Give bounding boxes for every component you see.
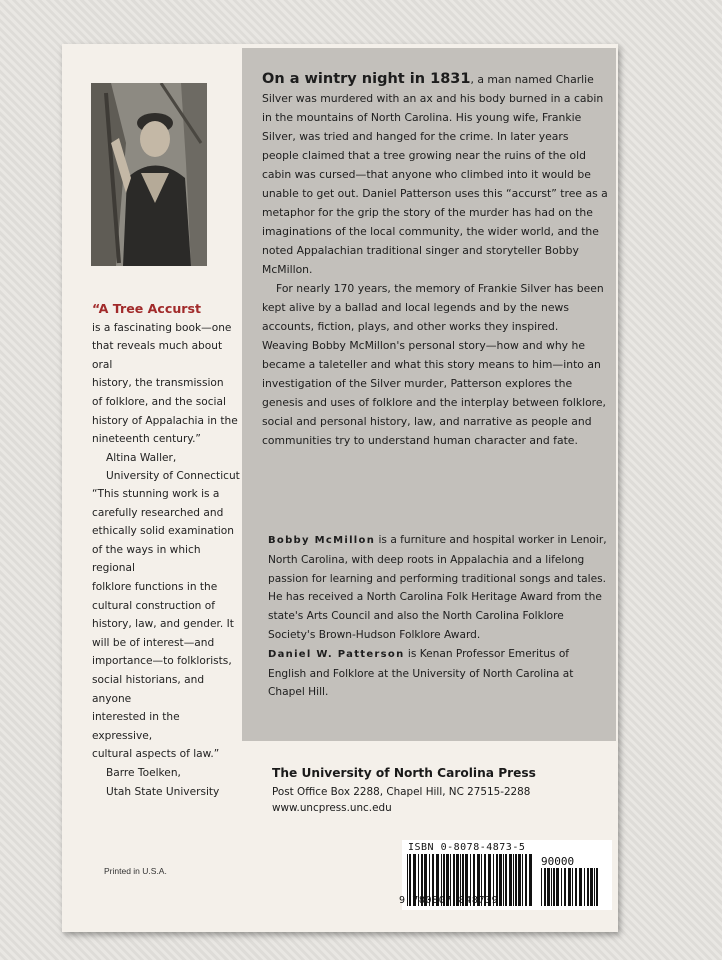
publisher-name: The University of North Carolina Press [272, 766, 536, 780]
barcode-bar [518, 854, 521, 906]
barcode-bar [503, 854, 504, 906]
blurb-title: “A Tree Accurst [92, 301, 202, 316]
isbn-label: ISBN 0-8078-4873-5 [408, 842, 526, 853]
barcode-bar [590, 868, 593, 906]
blurb-toelken [92, 485, 242, 801]
barcode-bar [505, 854, 507, 906]
blurb-line: history, law, and gender. It [92, 618, 234, 631]
blurb-line: interested in the expressive, [92, 711, 180, 742]
author-photo [91, 83, 207, 266]
blurb-line: “This stunning work is a [92, 488, 220, 500]
bio-patterson [268, 645, 608, 702]
bio-name: Daniel W. Patterson [268, 648, 405, 660]
barcode-bar [584, 868, 585, 906]
barcode-bar [572, 868, 573, 906]
barcode-bar [544, 868, 546, 906]
blurb-affiliation: University of Connecticut [106, 470, 240, 483]
blurb-line: carefully researched and [92, 506, 224, 519]
barcode-bar [525, 854, 527, 906]
blurb-line: history, the transmission [92, 377, 224, 390]
barcode-bar [556, 868, 559, 906]
price-code: 90000 [541, 855, 575, 868]
blurb-line: cultural construction of [92, 599, 215, 612]
barcode-bar [553, 868, 555, 906]
description-paragraph-1 [262, 70, 608, 279]
printed-in-label: Printed in U.S.A. [104, 866, 167, 876]
blurb-line: that reveals much about oral [92, 340, 223, 371]
description-paragraph-2: For nearly 170 years, the memory of Frankie Silver has been kept alive by a ballad and local legends and by the news accounts, fiction, plays, and other works they inspired. Weaving Bobby McMillon's personal story—how and why he became a taleteller and what this story means to him—into an investigation of the Silver murder, Patterson explores the genesis and uses of folklore and the interplay between folklore, social and personal history, law, and narrative as people and communities try to understand human character and fate. [262, 282, 606, 447]
publisher-url: www.uncpress.unc.edu [272, 802, 392, 814]
barcode-bar [564, 868, 566, 906]
barcode-bar [541, 868, 542, 906]
barcode-bar [515, 854, 517, 906]
blurb-line: of the ways in which regional [92, 543, 201, 575]
blurb-affiliation: Utah State University [106, 785, 220, 798]
blurb-line: history of Appalachia in the [92, 414, 238, 427]
description-lead: On a wintry night in 1831 [262, 71, 471, 87]
bio-name: Bobby McMillon [268, 535, 376, 546]
book-description [262, 70, 608, 450]
ean-number: 9 780807 848739 [399, 895, 499, 906]
blurb-line: folklore functions in the [92, 580, 218, 593]
bio-text: is a furniture and hospital worker in Lenoir, North Carolina, with deep roots in Appalachia and a lifelong passion for learning and performing traditional songs and tales. He has received a North Carolina Folk Heritage Award from the state's Arts Council and also the North Carolina Folklore Society's Brown-Hudson Folklore Award. [268, 534, 607, 641]
barcode-bar [575, 868, 577, 906]
blurb-line: will be of interest—and [92, 636, 215, 649]
author-bios [268, 531, 608, 702]
publisher-address: Post Office Box 2288, Chapel Hill, NC 27515-2288 [272, 786, 531, 798]
barcode-bar [522, 854, 523, 906]
blurb-author: Altina Waller, [106, 451, 177, 464]
blurb-waller [92, 300, 242, 486]
blurb-line: ethically solid examination [92, 525, 235, 538]
blurb-line: is a fascinating book—one [92, 321, 232, 334]
blurb-line: of folklore, and the social [92, 395, 226, 408]
blurb-line: cultural aspects of law.” [92, 748, 220, 761]
bio-mcmillon [268, 531, 608, 645]
barcode-bar [587, 868, 589, 906]
barcode-bar [594, 868, 595, 906]
blurb-line: nineteenth century.” [92, 433, 201, 446]
blurb-line: social historians, and anyone [92, 673, 205, 705]
barcode-bar [509, 854, 512, 906]
barcode-bar [579, 868, 582, 906]
barcode-bar [568, 868, 571, 906]
barcode-bar [596, 868, 598, 906]
barcode-bar [551, 868, 552, 906]
blurb-line: importance—to folklorists, [92, 655, 232, 668]
barcode-bar [529, 854, 532, 906]
barcode-bar [499, 854, 502, 906]
bio-text: is Kenan Professor Emeritus of English and Folklore at the University of North Carolina at Chapel Hill. [268, 647, 574, 699]
barcode-bar [513, 854, 514, 906]
price-barcode [540, 868, 600, 906]
blurb-author: Barre Toelken, [106, 766, 181, 779]
publisher-info [272, 766, 612, 814]
description-text: , a man named Charlie Silver was murdered with an ax and his body burned in a cabin in the mountains of North Carolina. His young wife, Frankie Silver, was tried and hanged for the crime. In later years people claimed that a tree growing near the ruins of the old cabin was cursed—that anyone who climbed into it would be unable to get out. Daniel Patterson uses this “accurst” tree as a metaphor for the grip the story of the murder has had on the imaginations of the local community, the wider world, and the noted Appalachian traditional singer and storyteller Bobby McMillon. [262, 73, 608, 276]
barcode-bar [547, 868, 550, 906]
barcode-bar [561, 868, 562, 906]
